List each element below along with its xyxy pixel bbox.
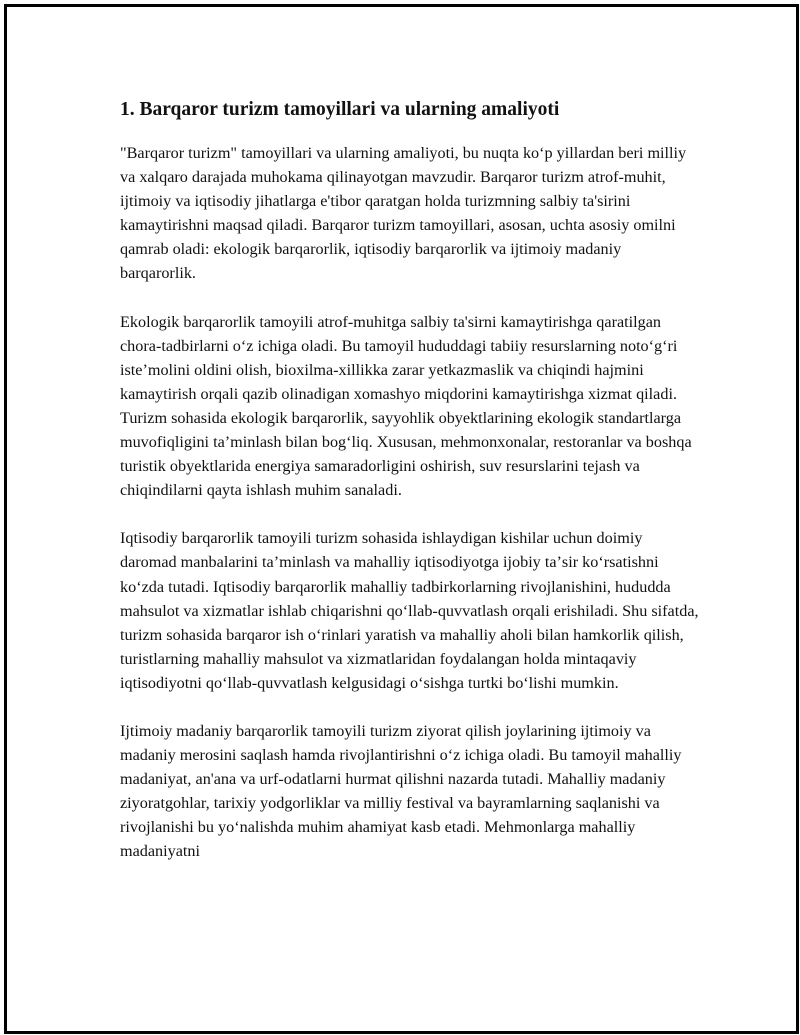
document-body: [120, 95, 700, 888]
paragraph-sociocultural: Ijtimoiy madaniy barqarorlik tamoyili turizm ziyorat qilish joylarining ijtimoiy va madaniy merosini saqlash hamda rivojlantirishni oʻz ichiga oladi. Bu tamoyil mahalliy madaniyat, an'ana va urf-odatlarni hurmat qilishni nazarda tutadi. Mahalliy madaniy ziyoratgohlar, tarixiy yodgorliklar va milliy festival va bayramlarning saqlanishi va rivojlanishi bu yoʻnalishda muhim ahamiyat kasb etadi. Mehmonlarga mahalliy madaniyatni: [120, 721, 682, 861]
document-page: [4, 4, 799, 1034]
paragraph-economic: Iqtisodiy barqarorlik tamoyili turizm sohasida ishlaydigan kishilar uchun doimiy daromad manbalarini taʼminlash va mahalliy iqtisodiyotga ijobiy taʼsir koʻrsatishni koʻzda tutadi. Iqtisodiy barqarorlik mahalliy tadbirkorlarning rivojlanishini, hududda mahsulot va xizmatlar ishlab chiqarishni qoʻllab-quvvatlash orqali erishiladi. Shu sifatda, turizm sohasida barqaror ish oʻrinlari yaratish va mahalliy aholi bilan hamkorlik qilish, turistlarning mahalliy mahsulot va xizmatlaridan foydalangan holda mintaqaviy iqtisodiyotni qoʻllab-quvvatlash kelgusidagi oʻsishga turtki boʻlishi mumkin.: [120, 529, 699, 692]
paragraph-intro: "Barqaror turizm" tamoyillari va ularning amaliyoti, bu nuqta koʻp yillardan beri milliy va xalqaro darajada muhokama qilinayotgan mavzudir. Barqaror turizm atrof-muhit, ijtimoiy va iqtisodiy jihatlarga e'tibor qaratgan holda turizmning salbiy ta'sirini kamaytirishni maqsad qiladi. Barqaror turizm tamoyillari, asosan, uchta asosiy omilni qamrab oladi: ekologik barqarorlik, iqtisodiy barqarorlik va ijtimoiy madaniy barqarorlik.: [120, 144, 687, 283]
paragraph-ecological: Ekologik barqarorlik tamoyili atrof-muhitga salbiy ta'sirni kamaytirishga qaratilgan chora-tadbirlarni oʻz ichiga oladi. Bu tamoyil hududdagi tabiiy resurslarning notoʻgʻri isteʼmolini oldini olish, bioxilma-xillikka zarar yetkazmaslik va chiqindi hajmini kamaytirish orqali qazib olinadigan xomashyo miqdorini kamaytirishga xizmat qiladi. Turizm sohasida ekologik barqarorlik, sayyohlik obyektlarining ekologik standartlarga muvofiqligini taʼminlash bilan bogʻliq. Xususan, mehmonxonalar, restoranlar va boshqa turistik obyektlarida energiya samaradorligini oshirish, suv resurslarini tejash va chiqindilarni qayta ishlash muhim sanaladi.: [120, 312, 692, 500]
section-title: 1. Barqaror turizm tamoyillari va ularning amaliyoti: [120, 99, 560, 120]
